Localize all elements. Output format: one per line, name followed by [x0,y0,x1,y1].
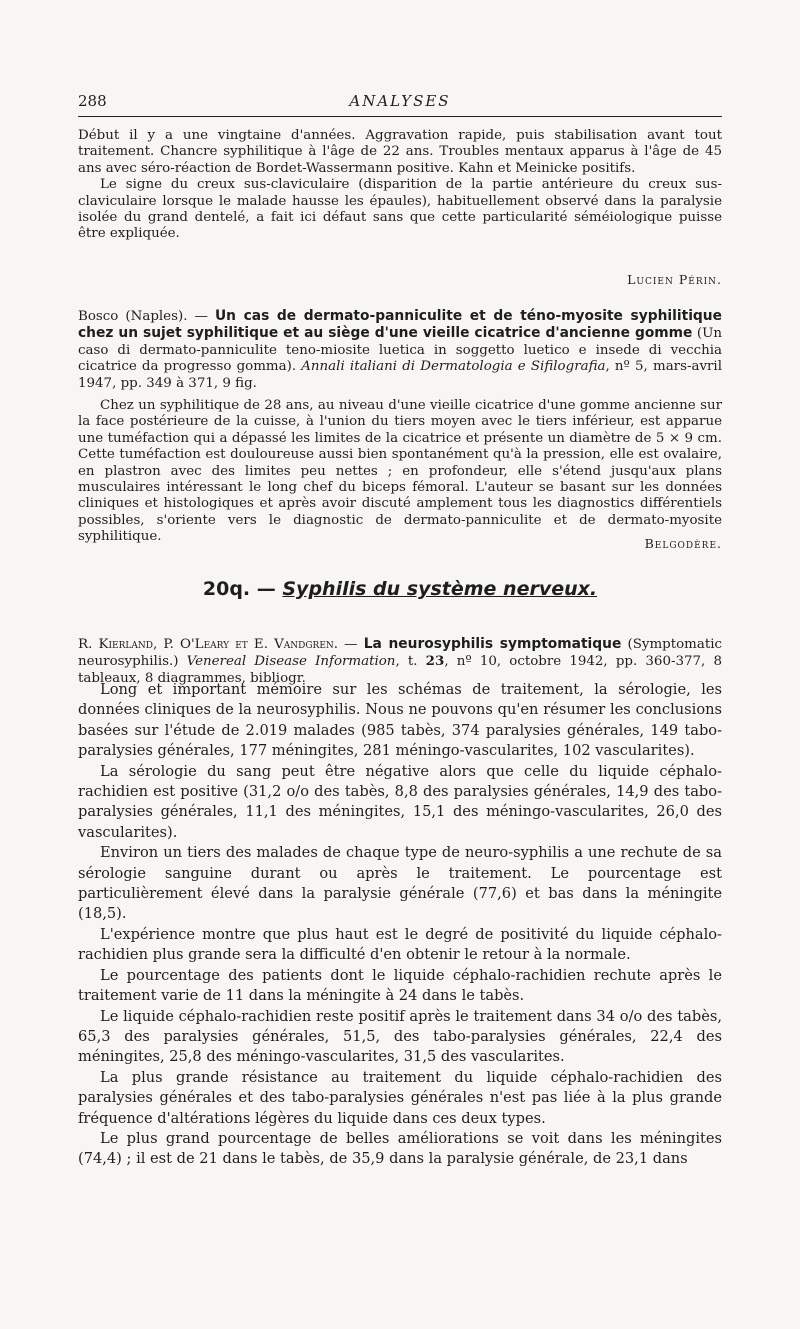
review-3-paragraph: Long et important mémoire sur les schémas de traitement, la sérologie, les données cliniques de la neurosyphilis. Nous ne pouvons qu'en résumer les conclusions basées sur l'étude de 2.019 malades (985 tabès, 374 paralysies générales, 149 tabo-paralysies générales, 177 méningites, 281 méningo-vascularites, 102 vascularites). [78,681,722,760]
section-number: 20q. [202,578,251,600]
review-3-paragraph: Le liquide céphalo-rachidien reste positif après le traitement dans 34 o/o des tabès, 65,3 des paralysies générales, 51,5, des tabo-paralysies générales, 22,4 des méningites, 25,8 des méningo-vascularites, 31,5 des vascularites. [78,1007,722,1066]
running-head: ANALYSES [349,92,451,110]
review-3-paragraph: La sérologie du sang peut être négative alors que celle du liquide céphalo-rachidien est positive (31,2 o/o des tabès, 8,8 des paralysies générales, 14,9 des tabo-paralysies générales, 11,1 des méningites, 15,1 des méningo-vascularites, 26,0 des vascularites). [78,762,722,841]
review-1-signature: Lucien Périn. [627,272,722,287]
review-2-title: Un cas de dermato-panniculite et de téno-myosite syphilitique chez un sujet syphilitique et au siège d'une vieille cicatrice d'ancienne gomme [78,308,722,342]
review-1-paragraph: Le signe du creux sus-claviculaire (disparition de la partie antérieure du creux sus-claviculaire lorsque le malade hausse les épaules), habituellement observé dans la paralysie isolée du grand dentelé, a fait ici défaut sans que cette particularité séméiologique puisse être expliquée. [78,177,722,242]
review-3-authors: R. Kierland, P. O'Leary et E. Vandgren. — [78,637,364,652]
review-3-paragraph: Le plus grand pourcentage de belles améliorations se voit dans les méningites (74,4) ; il est de 21 dans le tabès, de 35,9 dans la paralysie générale, de 23,1 dans [78,1129,722,1168]
review-2-citation: , nº 5, mars-avril 1947, pp. 349 à 371, 9 fig. [78,359,722,391]
review-2-journal: Annali italiani di Dermatologia e Sifilografia [301,359,606,375]
review-3-journal: Venereal Disease Information [186,654,396,670]
page-number: 288 [78,92,107,110]
review-2-author: Bosco (Naples). — [78,309,215,324]
review-1 [78,128,722,243]
review-2-italian-title: (Un caso di dermato-panniculite teno-miosite luetica in soggetto luetico e insede di vecchia cicatrice da progresso gomma). [78,326,722,375]
review-1-paragraph: Début il y a une vingtaine d'années. Aggravation rapide, puis stabilisation avant tout traitement. Chancre syphilitique à l'âge de 22 ans. Troubles mentaux apparus à l'âge de 45 ans avec séro-réaction de Bordet-Wassermann positive. Kahn et Meinicke positifs. [78,128,722,176]
review-2-body: Chez un syphilitique de 28 ans, au niveau d'une vieille cicatrice d'une gomme ancienne sur la face postérieure de la cuisse, à l'union du tiers moyen avec le tiers inférieur, est apparue une tuméfaction qui a dépassé les limites de la cicatrice et présente un diamètre de 5 × 9 cm. Cette tuméfaction est douloureuse aussi bien spontanément qu'à la pression, elle est ovalaire, en plastron avec des limites peu nettes ; en profondeur, elle s'étend jusqu'aux plans musculaires intéressant le long chef du biceps fémoral. L'auteur se basant sur les données cliniques et histologiques et après avoir discuté amplement tous les diagnostics différentiels possibles, s'oriente vers le diagnostic de dermato-panniculite et de dermato-myosite syphilitique. [78,398,722,545]
review-2 [78,308,722,546]
section-heading [78,578,722,600]
page-header [78,92,722,117]
section-title: Syphilis du système nerveux. [282,578,598,600]
review-3-paragraph: La plus grande résistance au traitement du liquide céphalo-rachidien des paralysies générales et des tabo-paralysies générales n'est pas liée à la plus grande fréquence d'altérations légères du liquide dans ces deux types. [78,1068,722,1127]
review-3-title: La neurosyphilis symptomatique [363,636,622,652]
review-3-paragraph: Environ un tiers des malades de chaque type de neuro-syphilis a une rechute de sa sérologie sanguine durant ou après le traitement. Le pourcentage est particulièrement élevé dans la paralysie générale (77,6) et bas dans la méningite (18,5). [78,844,722,923]
section-dash: — [250,578,283,600]
review-3-citation: , nº 10, octobre 1942, pp. 360-377, 8 tableaux, 8 diagrammes, bibliogr. [78,654,722,686]
review-3-paragraph: Le pourcentage des patients dont le liquide céphalo-rachidien rechute après le traitement varie de 11 dans la méningite à 24 dans le tabès. [78,966,722,1005]
review-2-signature: Belgodère. [644,536,722,551]
review-3-volume: 23 [425,653,445,670]
review-2-reference [78,308,722,392]
review-3-english-title: (Symptomatic neurosyphilis.) [78,637,722,670]
review-3-vol-prefix: , t. [395,654,426,670]
review-3-paragraph: L'expérience montre que plus haut est le degré de positivité du liquide céphalo-rachidien plus grande sera la difficulté d'en obtenir le retour à la normale. [78,925,722,964]
review-3-body [78,680,722,1170]
